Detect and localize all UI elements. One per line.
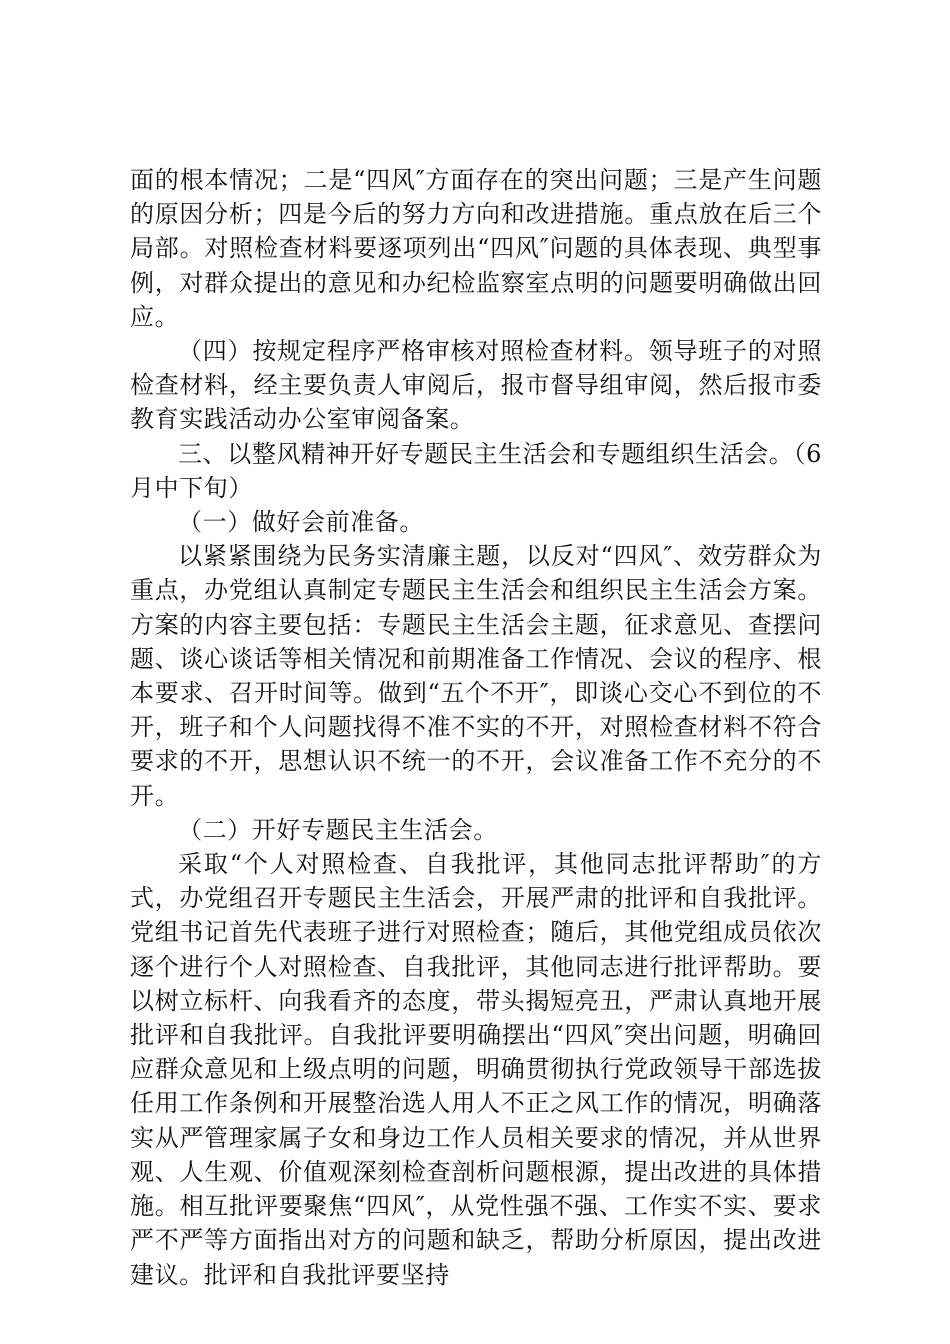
paragraph-meeting: 采取“个人对照检查、自我批评，其他同志批评帮助″的方式，办党组召开专题民主生活会，开展严肃的批评和自我批评。党组书记首先代表班子进行对照检查；随后，其他党组成员依次逐个进行个人对照检查、自我批评，其他同志进行批评帮助。要以树立标杆、向我看齐的态度，带头揭短亮丑，严肃认真地开展批评和自我批评。自我批评要明确摆出“四风″突出问题，明确回应群众意见和上级点明的问题，明确贯彻执行党政领导干部选拔任用工作条例和开展整治选人用人不正之风工作的情况，明确落实从严管理家属子女和身边工作人员相关要求的情况，并从世界观、人生观、价值观深刻检查剖析问题根源，提出改进的具体措施。相互批评要聚焦“四风″，从党性强不强、工作实不实、要求严不严等方面指出对方的问题和缺乏，帮助分析原因，提出改进建议。批评和自我批评要坚持 (130, 850, 822, 1289)
subheading-one: （一）做好会前准备。 (178, 508, 424, 537)
paragraph-continuation: 面的根本情况；二是“四风″方面存在的突出问题；三是产生问题的原因分析；四是今后的努力方向和改进措施。重点放在后三个局部。对照检查材料要逐项列出“四风″问题的具体表现、典型事例，对群众提出的意见和办纪检监察室点明的问题要明确做出回应。 (130, 166, 822, 331)
paragraph-preparation: 以紧紧围绕为民务实清廉主题，以反对“四风″、效劳群众为重点，办党组认真制定专题民主生活会和组织民主生活会方案。方案的内容主要包括：专题民主生活会主题，征求意见、查摆问题、谈心谈话等相关情况和前期准备工作情况、会议的程序、根本要求、召开时间等。做到“五个不开″，即谈心交心不到位的不开，班子和个人问题找得不准不实的不开，对照检查材料不符合要求的不开，思想认识不统一的不开，会议准备工作不充分的不开。 (130, 542, 822, 810)
heading-section-three: 三、以整风精神开好专题民主生活会和专题组织生活会。（6月中下旬） (130, 439, 822, 502)
document-body (130, 163, 822, 1292)
subheading-two: （二）开好专题民主生活会。 (178, 815, 498, 844)
paragraph-section-four: （四）按规定程序严格审核对照检查材料。领导班子的对照检查材料，经主要负责人审阅后，报市督导组审阅，然后报市委教育实践活动办公室审阅备案。 (130, 337, 822, 434)
